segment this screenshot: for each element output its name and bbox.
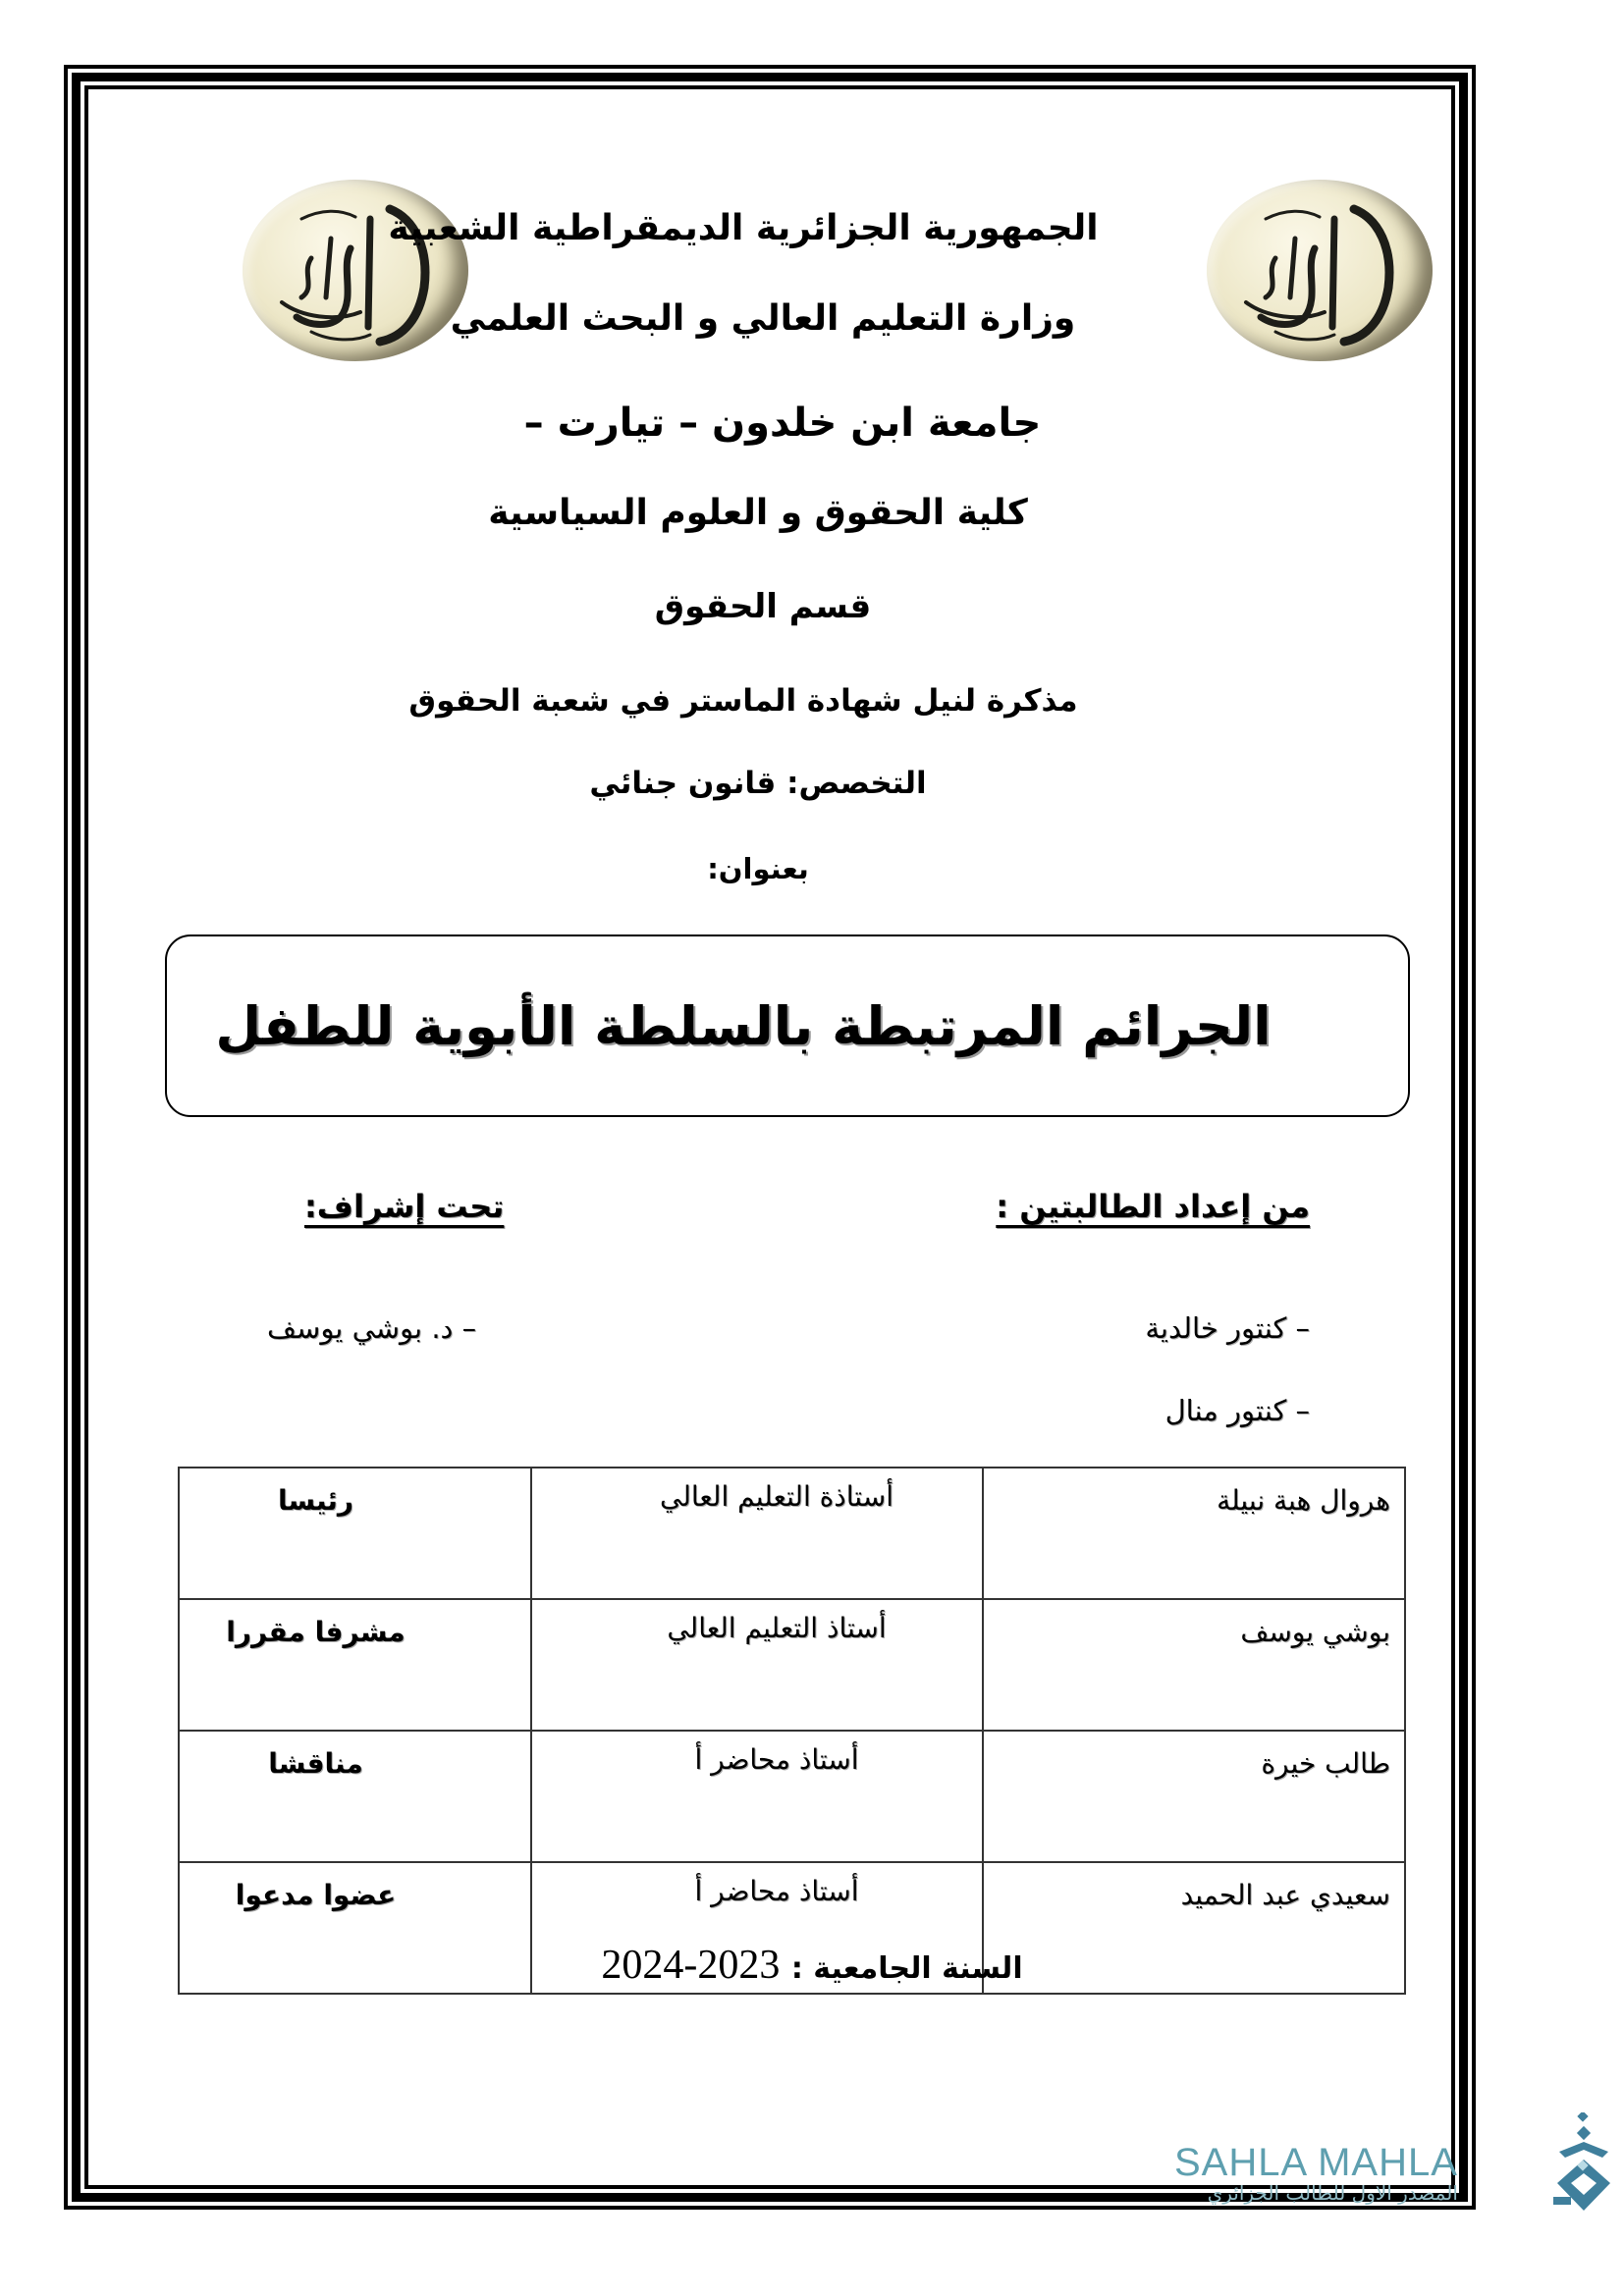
ministry-name: وزارة التعليم العالي و البحث العلمي bbox=[450, 298, 1076, 339]
jury-table bbox=[178, 1467, 1406, 1995]
jury-member-rank: أستاذ محاضر أ bbox=[531, 1862, 983, 1994]
table-row bbox=[179, 1468, 1405, 1599]
thesis-title-box bbox=[165, 934, 1410, 1117]
jury-member-name: بوشي يوسف bbox=[983, 1599, 1405, 1731]
watermark-brand: SAHLA MAHLA bbox=[1174, 2141, 1458, 2184]
country-name: الجمهورية الجزائرية الديمقراطية الشعبية bbox=[388, 208, 1099, 248]
jury-member-name: سعيدي عبد الحميد bbox=[983, 1862, 1405, 1994]
degree-line: مذكرة لنيل شهادة الماستر في شعبة الحقوق bbox=[408, 683, 1078, 719]
supervisor-heading: تحت إشراف: bbox=[304, 1188, 505, 1225]
watermark-logo-icon bbox=[1553, 2112, 1614, 2224]
jury-member-role: مشرفا مقررا bbox=[179, 1599, 531, 1731]
academic-year bbox=[0, 1942, 1624, 1989]
academic-year-label: السنة الجامعية : bbox=[790, 1951, 1023, 1986]
specialty-line: التخصص: قانون جنائي bbox=[589, 766, 927, 801]
supervisor-name: – د. بوشي يوسف bbox=[267, 1311, 477, 1345]
jury-member-rank: أستاذ محاضر أ bbox=[531, 1731, 983, 1862]
jury-member-name: هروال هبة نبيلة bbox=[983, 1468, 1405, 1599]
jury-member-rank: أستاذة التعليم العالي bbox=[531, 1468, 983, 1599]
table-row bbox=[179, 1731, 1405, 1862]
title-label: بعنوان: bbox=[707, 852, 809, 885]
jury-member-role: عضوا مدعوا bbox=[179, 1862, 531, 1994]
jury-member-rank: أستاذ التعليم العالي bbox=[531, 1599, 983, 1731]
academic-year-value: 2024-2023 bbox=[601, 1943, 781, 1988]
watermark-tagline: المصدر الاول للطالب الجزائري bbox=[1207, 2181, 1458, 2205]
student-name: – كنتور منال bbox=[1164, 1394, 1310, 1427]
jury-member-role: مناقشا bbox=[179, 1731, 531, 1862]
thesis-title: الجرائم المرتبطة بالسلطة الأبوية للطفل bbox=[215, 994, 1272, 1057]
jury-member-name: طالب خيرة bbox=[983, 1731, 1405, 1862]
students-heading: من إعداد الطالبتين : bbox=[996, 1188, 1310, 1225]
university-name: جامعة ابن خلدون – تيارت – bbox=[523, 400, 1042, 446]
table-row bbox=[179, 1599, 1405, 1731]
jury-member-role: رئيسا bbox=[179, 1468, 531, 1599]
watermark bbox=[1174, 2143, 1458, 2204]
faculty-name: كلية الحقوق و العلوم السياسية bbox=[488, 493, 1028, 533]
student-name: – كنتور خالدية bbox=[1145, 1311, 1310, 1345]
department-name: قسم الحقوق bbox=[654, 587, 872, 626]
